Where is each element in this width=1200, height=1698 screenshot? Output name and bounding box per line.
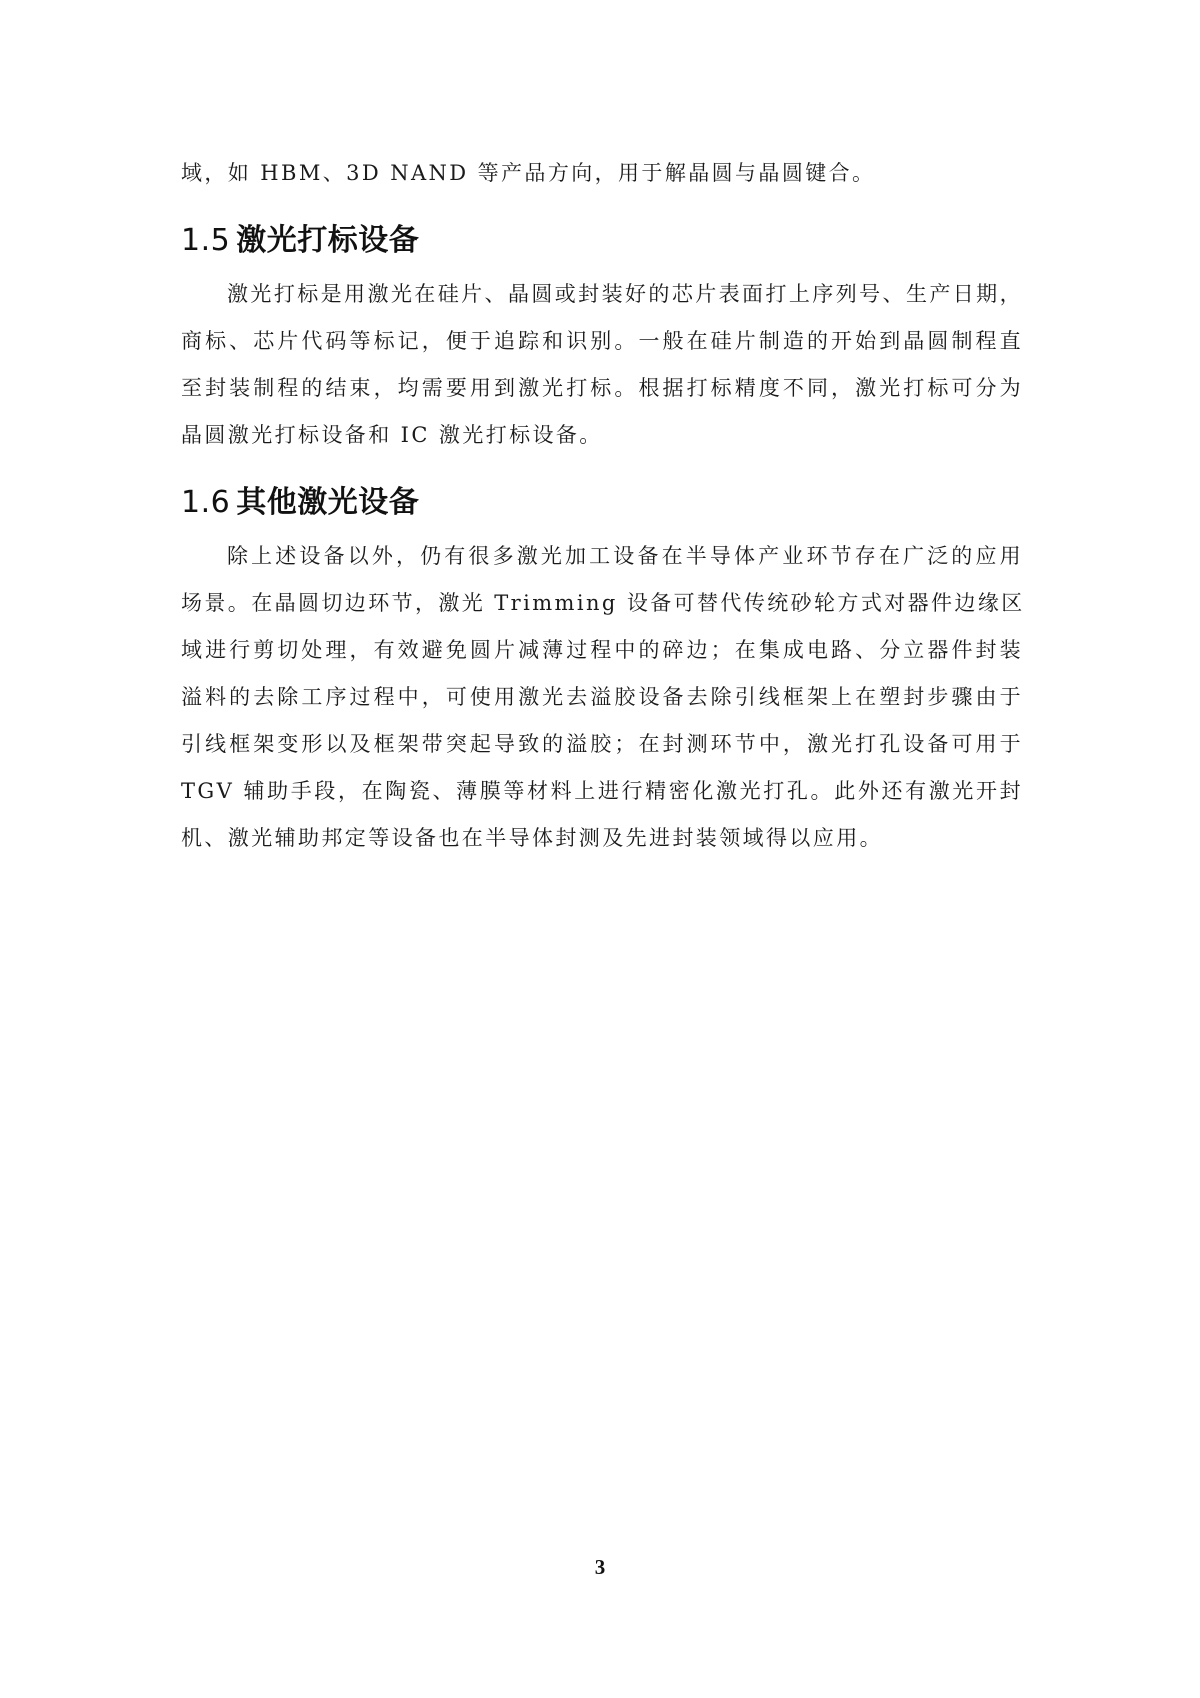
section-number: 1.5 (181, 223, 231, 258)
paragraph-line: 除上述设备以外，仍有很多激光加工设备在半导体产业环节存在广泛的应用 (227, 544, 1023, 568)
paragraph-laser-marking (181, 271, 1023, 459)
paragraph-line: 机、激光辅助邦定等设备也在半导体封测及先进封装领域得以应用。 (181, 826, 883, 850)
paragraph-line: 溢料的去除工序过程中，可使用激光去溢胶设备去除引线框架上在塑封步骤由于 (181, 685, 1023, 709)
paragraph-line: 激光打标是用激光在硅片、晶圆或封装好的芯片表面打上序列号、生产日期， (227, 282, 1023, 306)
page-content (181, 150, 1023, 862)
section-heading-1-6 (181, 483, 1023, 523)
paragraph-other-laser-equipment (181, 533, 1023, 862)
section-title: 其他激光设备 (236, 485, 420, 520)
paragraph-line: TGV 辅助手段，在陶瓷、薄膜等材料上进行精密化激光打孔。此外还有激光开封 (181, 779, 1023, 803)
paragraph-line: 至封装制程的结束，均需要用到激光打标。根据打标精度不同，激光打标可分为 (181, 376, 1023, 400)
page-number: 3 (594, 1555, 606, 1579)
paragraph-line: 域进行剪切处理，有效避免圆片减薄过程中的碎边；在集成电路、分立器件封装 (181, 638, 1023, 662)
paragraph-line: 晶圆激光打标设备和 IC 激光打标设备。 (181, 423, 603, 447)
paragraph-line: 引线框架变形以及框架带突起导致的溢胶；在封测环节中，激光打孔设备可用于 (181, 732, 1023, 756)
paragraph-continuation-line: 域，如 HBM、3D NAND 等产品方向，用于解晶圆与晶圆键合。 (181, 161, 876, 185)
section-heading-1-5 (181, 221, 1023, 261)
paragraph-line: 场景。在晶圆切边环节，激光 Trimming 设备可替代传统砂轮方式对器件边缘区 (181, 591, 1025, 615)
paragraph-line: 商标、芯片代码等标记，便于追踪和识别。一般在硅片制造的开始到晶圆制程直 (181, 329, 1023, 353)
section-number: 1.6 (181, 485, 231, 520)
section-title: 激光打标设备 (236, 223, 420, 258)
